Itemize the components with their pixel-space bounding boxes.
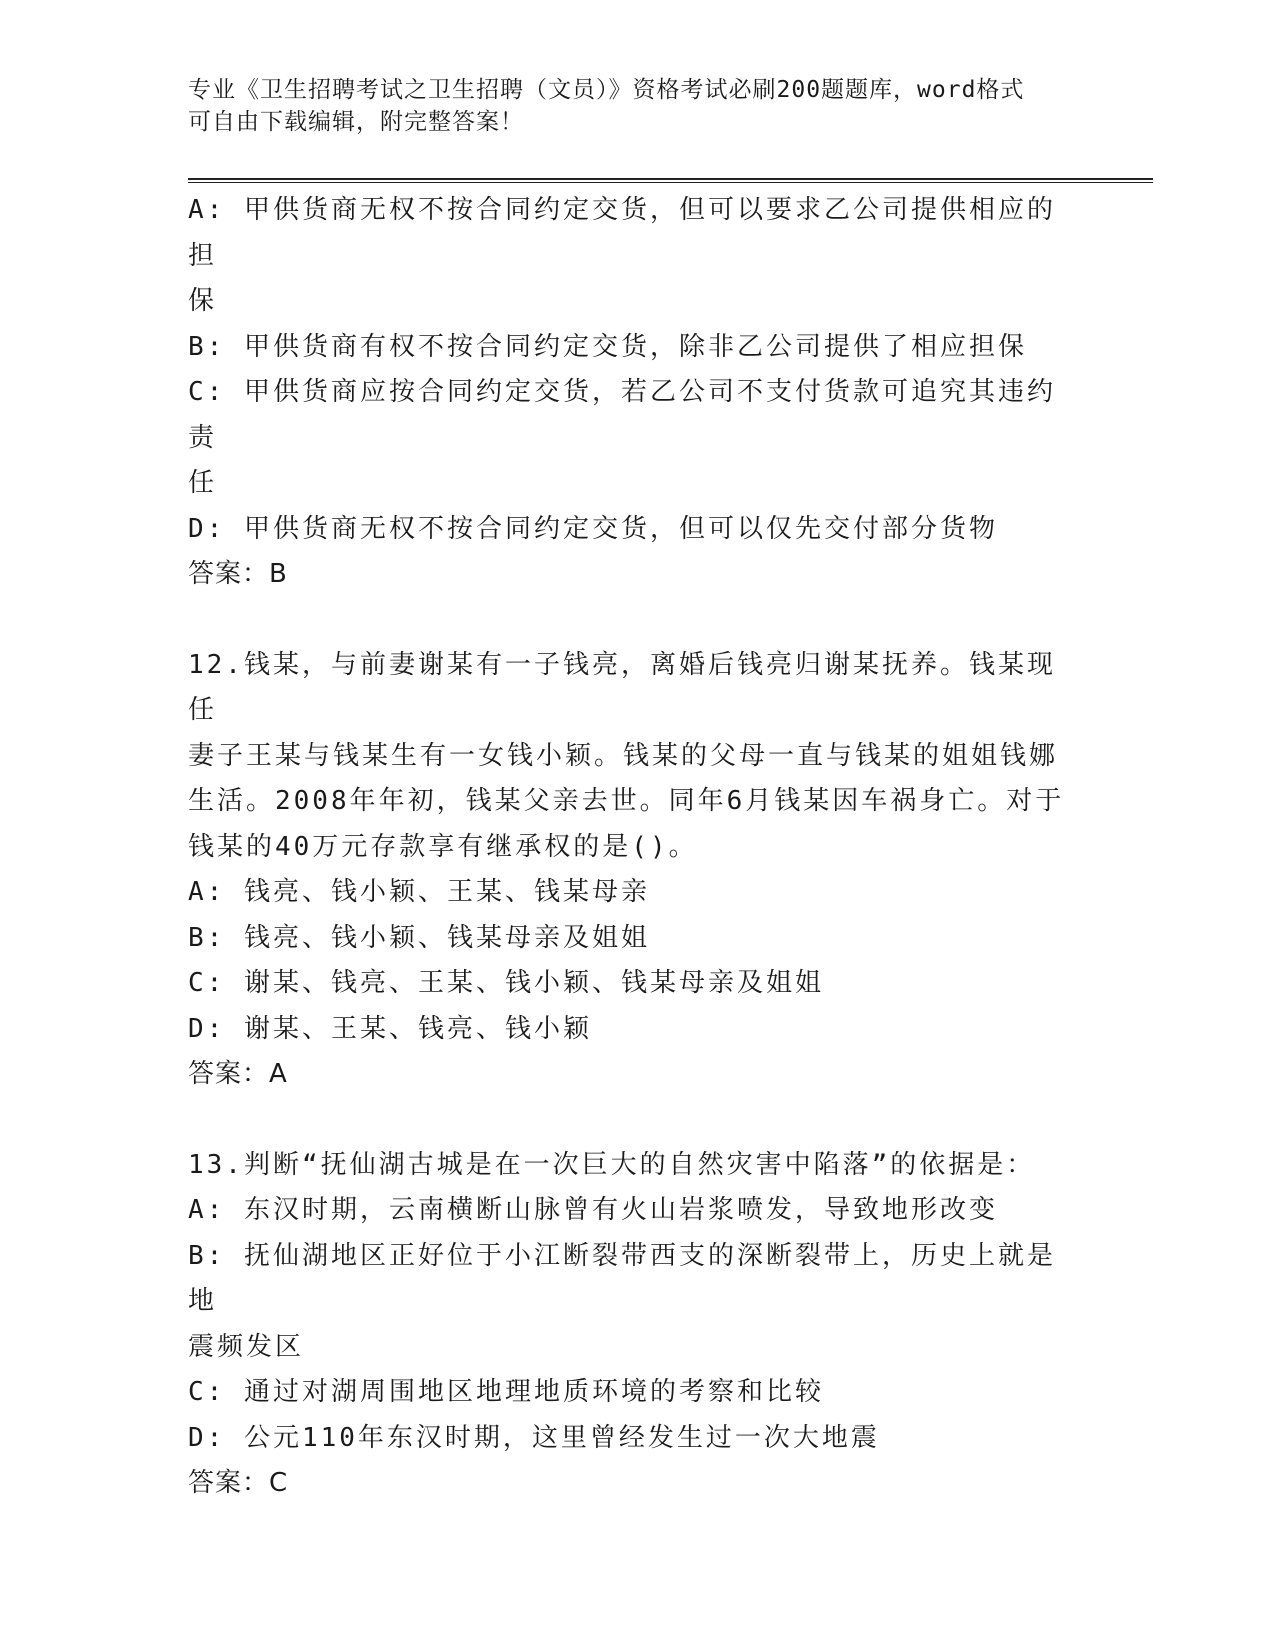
answer-13: 答案：C bbox=[188, 1468, 289, 1498]
option-a: A: 钱亮、钱小颖、王某、钱某母亲 bbox=[188, 877, 650, 907]
option-c-line-2: 任 bbox=[188, 468, 218, 498]
spacer bbox=[188, 598, 1068, 643]
answer-12: 答案：A bbox=[188, 1059, 288, 1089]
option-b-line-1: B: 抚仙湖地区正好位于小江断裂带西支的深断裂带上，历史上就是地 bbox=[188, 1240, 1056, 1316]
header-line-1: 专业《卫生招聘考试之卫生招聘（文员）》资格考试必刷200题题库，word格式 bbox=[188, 77, 1025, 103]
option-b: B: 甲供货商有权不按合同约定交货，除非乙公司提供了相应担保 bbox=[188, 331, 1027, 362]
option-a-line-1: A: 甲供货商无权不按合同约定交货，但可以要求乙公司提供相应的担 bbox=[188, 195, 1056, 271]
option-c: C: 谢某、钱亮、王某、钱小颖、钱某母亲及姐姐 bbox=[188, 968, 824, 998]
document-body bbox=[188, 188, 1068, 1507]
question-stem-line-1: 12.钱某，与前妻谢某有一子钱亮，离婚后钱亮归谢某抚养。钱某现任 bbox=[188, 649, 1056, 725]
option-c: C: 通过对湖周围地区地理地质环境的考察和比较 bbox=[188, 1377, 824, 1407]
option-c-line-1: C: 甲供货商应按合同约定交货，若乙公司不支付货款可追究其违约责 bbox=[188, 377, 1056, 453]
question-stem-line-3: 生活。2008年年初，钱某父亲去世。同年6月钱某因车祸身亡。对于 bbox=[188, 786, 1065, 816]
option-d: D: 公元110年东汉时期，这里曾经发生过一次大地震 bbox=[188, 1422, 880, 1453]
question-stem-line-1: 13.判断“抚仙湖古城是在一次巨大的自然灾害中陷落”的依据是： bbox=[188, 1149, 1036, 1180]
option-b: B: 钱亮、钱小颖、钱某母亲及姐姐 bbox=[188, 922, 650, 953]
document-header bbox=[188, 74, 1068, 138]
option-b-line-2: 震频发区 bbox=[188, 1331, 305, 1362]
question-stem-line-4: 钱某的40万元存款享有继承权的是()。 bbox=[188, 831, 698, 862]
option-a: A: 东汉时期，云南横断山脉曾有火山岩浆喷发，导致地形改变 bbox=[188, 1195, 998, 1225]
question-13 bbox=[188, 1143, 1068, 1507]
header-line-2: 可自由下载编辑，附完整答案！ bbox=[188, 109, 524, 135]
answer-11: 答案：B bbox=[188, 559, 288, 589]
option-d: D: 甲供货商无权不按合同约定交货，但可以仅先交付部分货物 bbox=[188, 513, 998, 544]
option-d: D: 谢某、王某、钱亮、钱小颖 bbox=[188, 1013, 592, 1044]
spacer bbox=[188, 1098, 1068, 1143]
option-a-line-2: 保 bbox=[188, 286, 218, 316]
question-12 bbox=[188, 643, 1068, 1098]
header-divider bbox=[188, 178, 1153, 183]
question-11-options bbox=[188, 188, 1068, 598]
question-stem-line-2: 妻子王某与钱某生有一女钱小颖。钱某的父母一直与钱某的姐姐钱娜 bbox=[188, 740, 1059, 771]
